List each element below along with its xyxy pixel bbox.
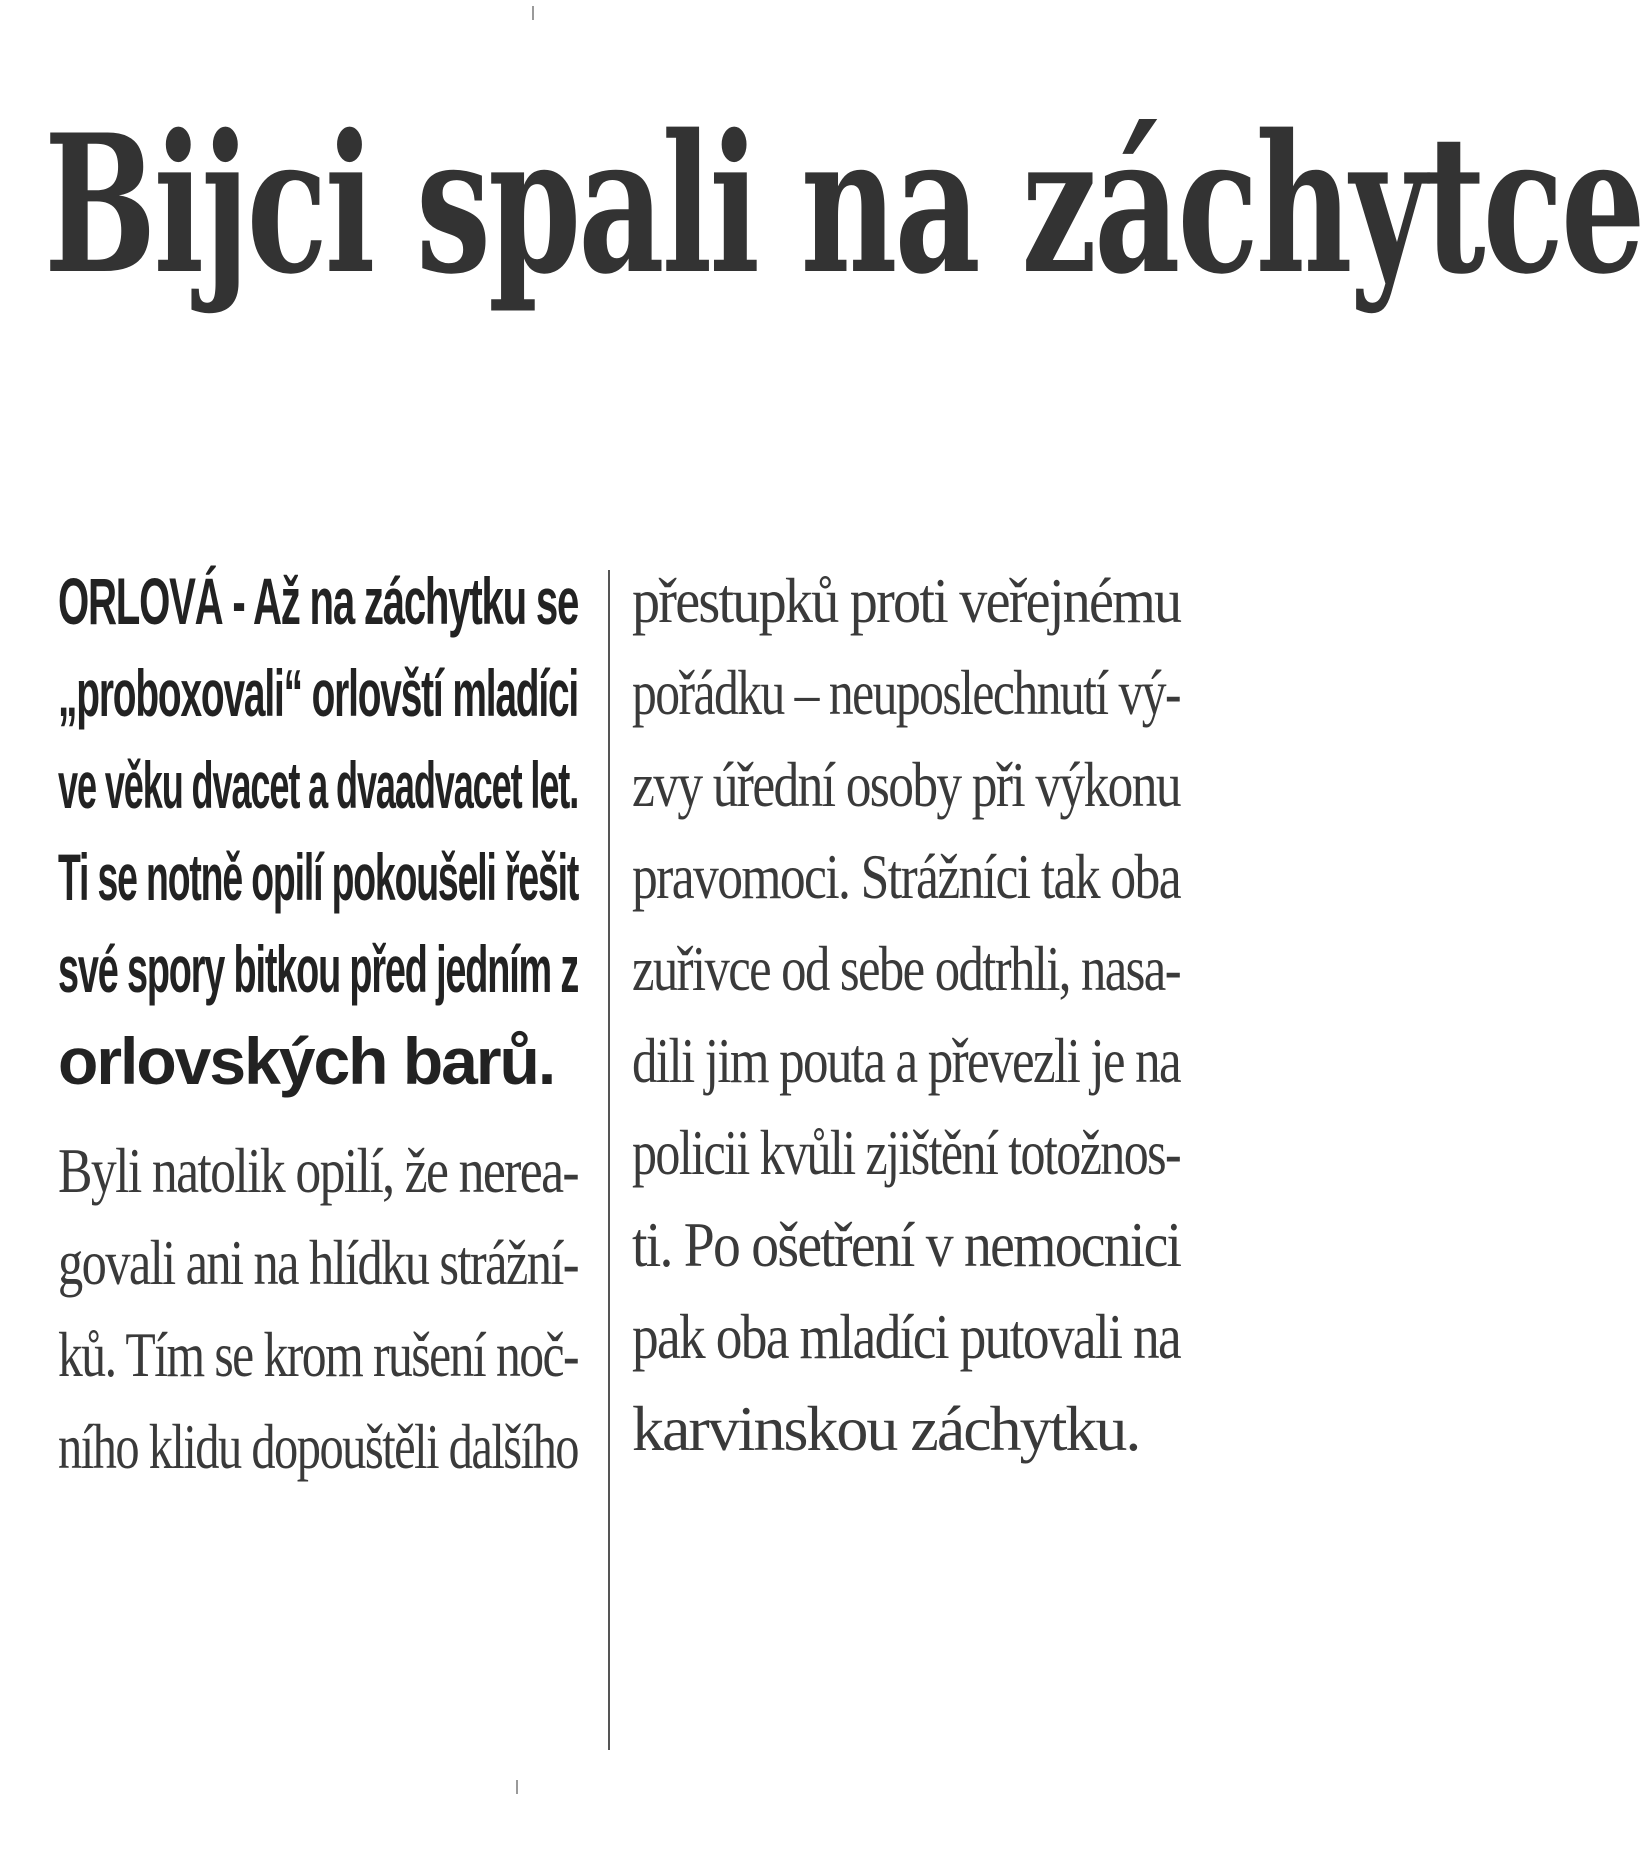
headline: Bijci spali na záchytce: [44, 93, 1643, 316]
scan-speck: [516, 1780, 518, 1794]
body-line: ti. Po ošetření v nemocnici: [632, 1209, 1181, 1280]
body-line: zuřivce od sebe odtrhli, nasa-: [632, 933, 1180, 1004]
article-column-right: [632, 555, 1180, 1475]
body-line: zvy úřední osoby při výkonu: [632, 749, 1180, 820]
lead-line: ve věku dvacet a dvaadvacet let.: [58, 748, 579, 822]
lead-line: ORLOVÁ - Až na záchytku se: [58, 564, 579, 638]
column-divider: [608, 570, 610, 1750]
body-paragraph-right: [632, 555, 1180, 1475]
lead-paragraph: [58, 555, 578, 1107]
article-column-left: [58, 555, 578, 1493]
body-line: Byli natolik opilí, že nerea-: [58, 1135, 578, 1206]
body-line: ků. Tím se krom rušení noč-: [58, 1319, 579, 1390]
body-line: pravomoci. Strážníci tak oba: [632, 841, 1180, 912]
body-line: policii kvůli zjištění totožnos-: [632, 1117, 1181, 1188]
body-line: dili jim pouta a převezli je na: [632, 1025, 1180, 1096]
body-line: pak oba mladíci putovali na: [632, 1301, 1180, 1372]
body-line: ního klidu dopouštěli dalšího: [58, 1411, 578, 1482]
paragraph-gap: [58, 1107, 578, 1125]
body-line: přestupků proti veřejnému: [632, 565, 1181, 636]
scan-speck: [532, 6, 534, 20]
body-line: govali ani na hlídku strážní-: [58, 1227, 579, 1298]
lead-line: Ti se notně opilí pokoušeli řešit: [58, 840, 579, 914]
lead-line: své spory bitkou před jedním z: [58, 932, 579, 1006]
lead-line: „proboxovali“ orlovští mladíci: [58, 656, 578, 730]
body-paragraph-left: [58, 1125, 578, 1493]
body-line: karvinskou záchytku.: [632, 1393, 1140, 1464]
body-line: pořádku – neuposlechnutí vý-: [632, 657, 1180, 728]
lead-line: orlovských barů.: [58, 1024, 555, 1098]
